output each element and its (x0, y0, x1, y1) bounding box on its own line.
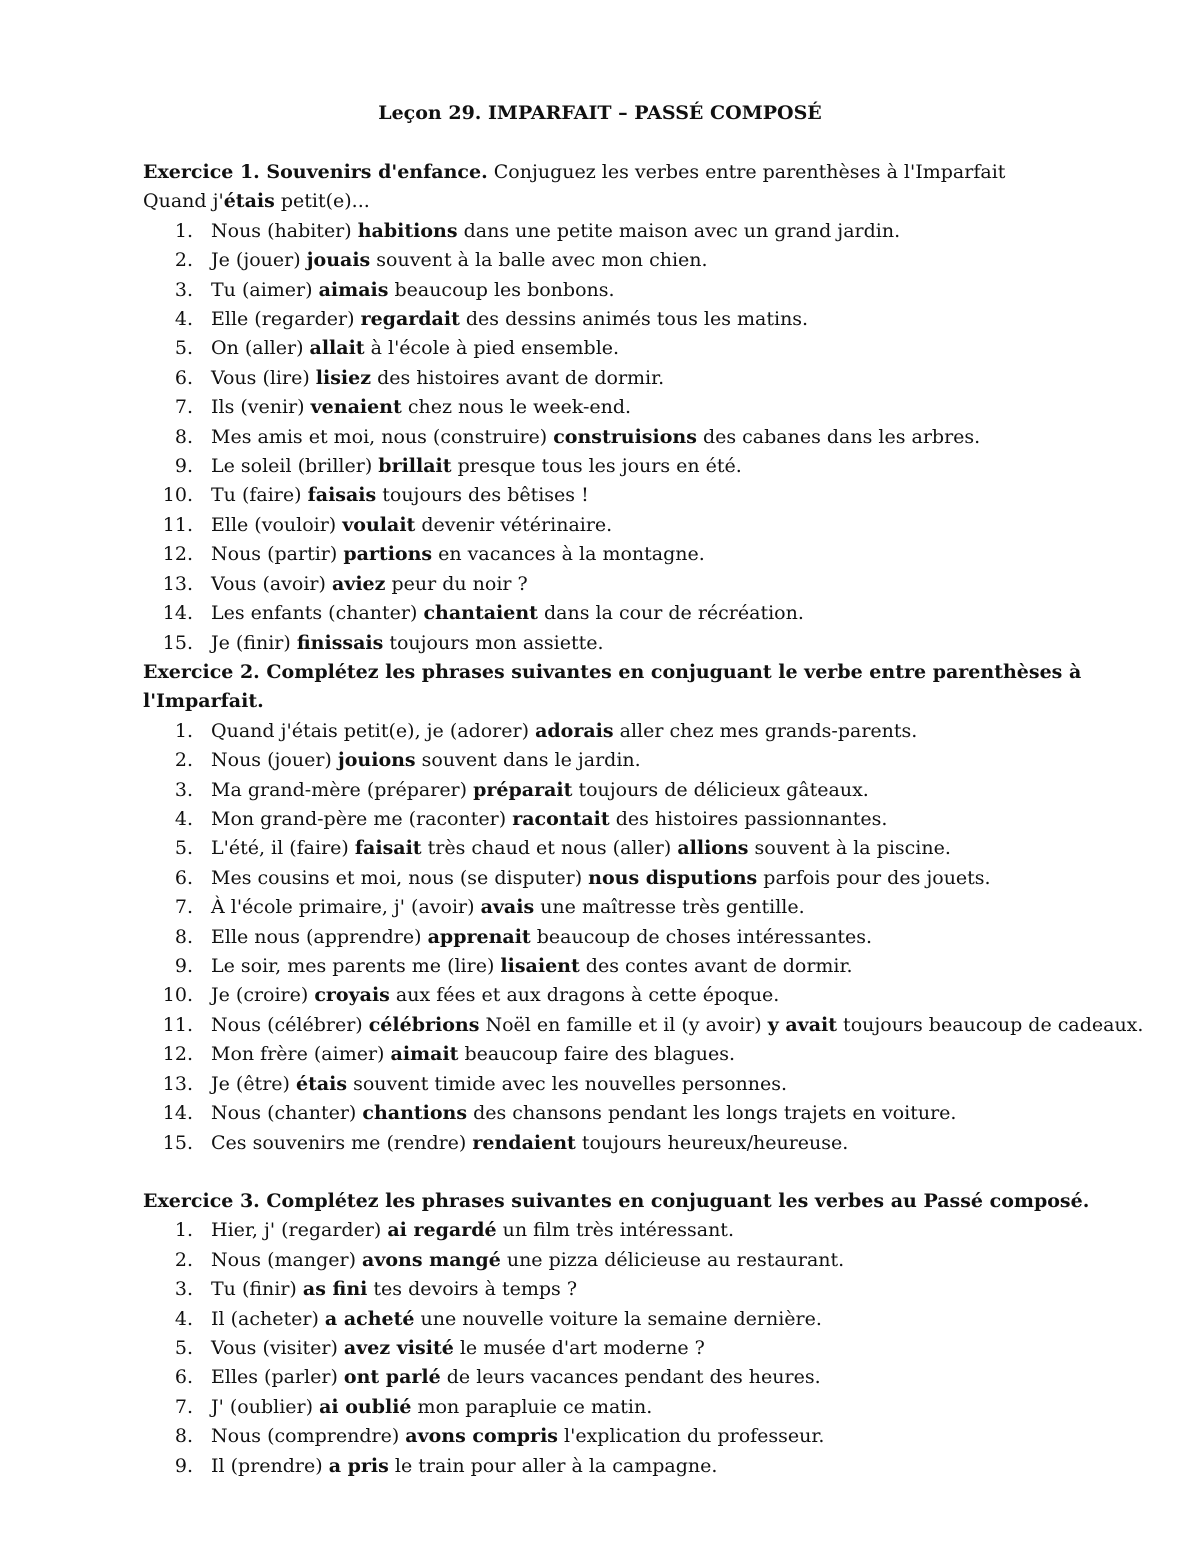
list-item (143, 276, 1133, 305)
list-item (143, 923, 1133, 952)
sentence-text: mon parapluie ce matin. (411, 1395, 653, 1418)
sentence-text: Mes amis et moi, nous (construire) (211, 425, 554, 448)
answer-text: rendaient (472, 1131, 576, 1154)
list-item (143, 540, 1133, 569)
answer-text: adorais (535, 719, 614, 742)
sentence-text: Vous (lire) (211, 366, 316, 389)
sentence-text: toujours mon assiette. (383, 631, 604, 654)
sentence-text: Nous (partir) (211, 543, 344, 566)
item-number: 7. (174, 396, 193, 419)
item-number: 2. (174, 249, 193, 272)
sentence-text: souvent dans le jardin. (415, 749, 641, 772)
sentence-text: Nous (célébrer) (211, 1013, 369, 1036)
answer-text: étais (223, 190, 275, 213)
answer-text: a pris (328, 1454, 389, 1477)
answer-text: allions (677, 837, 749, 860)
sentence-text: Conjuguez les verbes entre parenthèses à l'Imparfait (487, 161, 1006, 183)
sentence-text: chez nous le week-end. (401, 396, 632, 419)
list-item (143, 1216, 1133, 1245)
answer-text: avez visité (343, 1337, 454, 1360)
item-number: 2. (174, 749, 193, 772)
sentence-text: Je (croire) (211, 984, 315, 1007)
answer-text: construisions (553, 425, 697, 448)
list-item (143, 717, 1133, 746)
list-item (143, 952, 1133, 981)
sentence-text: aller chez mes grands-parents. (613, 719, 918, 742)
answer-text: lisaient (500, 955, 580, 978)
exercise-heading (143, 1187, 1133, 1216)
sentence-text: toujours beaucoup de cadeaux. (837, 1013, 1144, 1036)
list-item (143, 217, 1133, 246)
item-number: 7. (174, 1395, 193, 1418)
item-number: 14. (162, 602, 193, 625)
sentence-text: le musée d'art moderne ? (453, 1337, 705, 1360)
item-number: 6. (174, 366, 193, 389)
answer-text: a acheté (324, 1307, 415, 1330)
sentence-text: Ces souvenirs me (rendre) (211, 1131, 473, 1154)
item-number: 1. (174, 719, 193, 742)
sentence-text: J' (oublier) (211, 1395, 320, 1418)
item-number: 7. (174, 896, 193, 919)
item-number: 5. (174, 1337, 193, 1360)
list-item (143, 805, 1133, 834)
list-item (143, 334, 1133, 363)
item-number: 3. (174, 1278, 193, 1301)
sentence-text: Mon grand-père me (raconter) (211, 808, 513, 831)
sentence-text: peur du noir ? (385, 572, 528, 595)
sentence-text: Les enfants (chanter) (211, 602, 424, 625)
sentence-text: Tu (faire) (211, 484, 308, 507)
item-number: 5. (174, 837, 193, 860)
sentence-text: Ils (venir) (211, 396, 311, 419)
sentence-text: beaucoup de choses intéressantes. (530, 925, 873, 948)
item-number: 11. (162, 1013, 193, 1036)
sentence-text: des cabanes dans les arbres. (696, 425, 981, 448)
answer-text: as fini (302, 1278, 368, 1301)
list-item (143, 511, 1133, 540)
item-number: 15. (162, 1131, 193, 1154)
sentence-text: Vous (visiter) (211, 1337, 344, 1360)
document-title: Leçon 29. IMPARFAIT – PASSÉ COMPOSÉ (378, 102, 822, 124)
list-item (143, 1070, 1133, 1099)
sentence-text: Il (acheter) (211, 1307, 325, 1330)
sentence-text: Le soir, mes parents me (lire) (211, 955, 501, 978)
list-item (143, 570, 1133, 599)
sentence-text: tes devoirs à temps ? (367, 1278, 577, 1301)
item-number: 5. (174, 337, 193, 360)
answer-text: faisait (354, 837, 422, 860)
sentence-text: souvent timide avec les nouvelles personnes. (347, 1072, 788, 1095)
sentence-text: Elles (parler) (211, 1366, 344, 1389)
sentence-text: des histoires avant de dormir. (371, 366, 665, 389)
sentence-text: toujours des bêtises ! (376, 484, 589, 507)
sentence-text: Quand j' (143, 190, 224, 213)
sentence-text: de leurs vacances pendant des heures. (440, 1366, 821, 1389)
answer-text: avons mangé (362, 1248, 501, 1271)
sentence-text: Elle nous (apprendre) (211, 925, 428, 948)
sentence-text: Je (finir) (211, 631, 297, 654)
list-item (143, 1393, 1133, 1422)
exercise-list (143, 1216, 1133, 1481)
item-number: 2. (174, 1248, 193, 1271)
sentence-text: À l'école primaire, j' (avoir) (211, 896, 481, 919)
answer-text: apprenait (427, 925, 531, 948)
list-item (143, 629, 1133, 658)
sentence-text: un film très intéressant. (496, 1219, 734, 1242)
sentence-text: Hier, j' (regarder) (211, 1219, 388, 1242)
answer-text: ont parlé (343, 1366, 441, 1389)
list-item (143, 1275, 1133, 1304)
list-item (143, 423, 1133, 452)
sentence-text: une maîtresse très gentille. (534, 896, 805, 919)
exercise-heading (143, 658, 1133, 717)
sentence-text: devenir vétérinaire. (415, 513, 613, 536)
answer-text: racontait (512, 808, 610, 831)
answer-text: faisais (307, 484, 377, 507)
item-number: 8. (174, 1425, 193, 1448)
sentence-text: aux fées et aux dragons à cette époque. (389, 984, 780, 1007)
list-item (143, 246, 1133, 275)
list-item (143, 864, 1133, 893)
sentence-text: Noël en famille et il (y avoir) (479, 1013, 768, 1036)
exercise-heading (143, 158, 1133, 187)
sentence-text: toujours de délicieux gâteaux. (572, 778, 869, 801)
sentence-text: Je (jouer) (211, 249, 307, 272)
sentence-text: souvent à la balle avec mon chien. (370, 249, 708, 272)
sentence-text: dans une petite maison avec un grand jardin. (457, 219, 901, 242)
list-item (143, 776, 1133, 805)
sentence-text: Mon frère (aimer) (211, 1043, 391, 1066)
item-number: 6. (174, 1366, 193, 1389)
answer-text: allait (309, 337, 365, 360)
sentence-text: beaucoup faire des blagues. (458, 1043, 735, 1066)
sentence-text: des dessins animés tous les matins. (459, 308, 809, 331)
answer-text: jouais (306, 249, 371, 272)
sentence-text: Elle (vouloir) (211, 513, 343, 536)
item-number: 12. (162, 543, 193, 566)
sentence-text: Nous (jouer) (211, 749, 338, 772)
sentence-text: une pizza délicieuse au restaurant. (500, 1248, 845, 1271)
item-number: 6. (174, 866, 193, 889)
list-item (143, 1334, 1133, 1363)
list-item (143, 1246, 1133, 1275)
answer-text: aimais (318, 278, 389, 301)
item-number: 9. (174, 1454, 193, 1477)
answer-text: ai regardé (387, 1219, 497, 1242)
sentence-text: en vacances à la montagne. (432, 543, 705, 566)
sentence-text: des contes avant de dormir. (579, 955, 853, 978)
answer-text: avais (480, 896, 535, 919)
answer-text: avons compris (405, 1425, 558, 1448)
answer-text: croyais (314, 984, 390, 1007)
item-number: 13. (162, 1072, 193, 1095)
list-item (143, 1040, 1133, 1069)
answer-text: aimait (390, 1043, 459, 1066)
answer-text: préparait (473, 778, 573, 801)
answer-text: aviez (331, 572, 386, 595)
item-number: 3. (174, 278, 193, 301)
item-number: 4. (174, 308, 193, 331)
list-item (143, 1422, 1133, 1451)
item-number: 1. (174, 1219, 193, 1242)
item-number: 4. (174, 808, 193, 831)
exercise-2 (143, 658, 1144, 1158)
list-item (143, 452, 1133, 481)
sentence-text: Le soleil (briller) (211, 455, 379, 478)
sentence-text: presque tous les jours en été. (451, 455, 742, 478)
answer-text: venaient (310, 396, 402, 419)
exercise-1 (143, 158, 1133, 658)
list-item (143, 481, 1133, 510)
sentence-text: souvent à la piscine. (748, 837, 951, 860)
answer-text: partions (343, 543, 433, 566)
sentence-text: Quand j'étais petit(e), je (adorer) (211, 719, 536, 742)
answer-text: brillait (378, 455, 452, 478)
answer-text: lisiez (315, 366, 372, 389)
list-item (143, 1099, 1133, 1128)
sentence-text: Elle (regarder) (211, 308, 361, 331)
sentence-text: L'été, il (faire) (211, 837, 355, 860)
list-item (143, 1363, 1133, 1392)
answer-text: chantaient (423, 602, 538, 625)
list-item (143, 364, 1133, 393)
list-item (143, 981, 1133, 1010)
sentence-text: Ma grand-mère (préparer) (211, 778, 474, 801)
sentence-text: Mes cousins et moi, nous (se disputer) (211, 866, 589, 889)
sentence-text: à l'école à pied ensemble. (364, 337, 620, 360)
answer-text: habitions (357, 219, 458, 242)
sentence-text: parfois pour des jouets. (757, 866, 991, 889)
sentence-text: beaucoup les bonbons. (388, 278, 615, 301)
answer-text: jouions (337, 749, 416, 772)
sentence-text: Nous (manger) (211, 1248, 363, 1271)
item-number: 9. (174, 955, 193, 978)
sentence-text: dans la cour de récréation. (537, 602, 804, 625)
item-number: 8. (174, 425, 193, 448)
answer-text: finissais (296, 631, 384, 654)
answer-text: Exercice 3. Complétez les phrases suivantes en conjuguant les verbes au Passé composé. (143, 1190, 1090, 1212)
sentence-text: l'explication du professeur. (558, 1425, 825, 1448)
answer-text: ai oublié (319, 1395, 412, 1418)
answer-text: célébrions (368, 1013, 480, 1036)
item-number: 12. (162, 1043, 193, 1066)
item-number: 13. (162, 572, 193, 595)
sentence-text: toujours heureux/heureuse. (575, 1131, 849, 1154)
exercise-list (143, 717, 1144, 1158)
item-number: 10. (162, 484, 193, 507)
sentence-text: Il (prendre) (211, 1454, 329, 1477)
answer-text: voulait (342, 513, 416, 536)
sentence-text: le train pour aller à la campagne. (388, 1454, 718, 1477)
item-number: 11. (162, 513, 193, 536)
answer-text: regardait (360, 308, 460, 331)
sentence-text: une nouvelle voiture la semaine dernière. (414, 1307, 822, 1330)
item-number: 14. (162, 1102, 193, 1125)
sentence-text: Je (être) (211, 1072, 296, 1095)
list-item (143, 1452, 1133, 1481)
sentence-text: Nous (habiter) (211, 219, 358, 242)
list-item (143, 393, 1133, 422)
sentence-text: Tu (aimer) (211, 278, 319, 301)
answer-text: étais (295, 1072, 348, 1095)
exercise-list (143, 217, 1133, 658)
item-number: 10. (162, 984, 193, 1007)
list-item (143, 1305, 1133, 1334)
item-number: 9. (174, 455, 193, 478)
sentence-text: Vous (avoir) (211, 572, 332, 595)
exercise-3 (143, 1187, 1133, 1481)
sentence-text: Nous (chanter) (211, 1102, 363, 1125)
answer-text: chantions (362, 1102, 468, 1125)
sentence-text: petit(e)... (274, 190, 370, 213)
answer-text: Exercice 1. Souvenirs d'enfance. (143, 161, 488, 183)
sentence-text: Nous (comprendre) (211, 1425, 406, 1448)
sentence-text: des histoires passionnantes. (609, 808, 888, 831)
answer-text: Exercice 2. Complétez les phrases suivantes en conjuguant le verbe entre parenthèses à l'Imparfait. (143, 661, 1082, 713)
list-item (143, 893, 1133, 922)
sentence-text: des chansons pendant les longs trajets en voiture. (467, 1102, 957, 1125)
list-item (143, 834, 1133, 863)
item-number: 15. (162, 631, 193, 654)
list-item (143, 1129, 1133, 1158)
sentence-text: On (aller) (211, 337, 310, 360)
item-number: 4. (174, 1307, 193, 1330)
item-number: 8. (174, 925, 193, 948)
list-item (143, 305, 1133, 334)
sentence-text: Tu (finir) (211, 1278, 303, 1301)
list-item (143, 746, 1133, 775)
item-number: 3. (174, 778, 193, 801)
answer-text: y avait (767, 1013, 838, 1036)
answer-text: nous disputions (588, 866, 758, 889)
list-item (143, 1011, 1144, 1040)
item-number: 1. (174, 219, 193, 242)
list-item (143, 599, 1133, 628)
exercise-intro (143, 187, 1133, 216)
sentence-text: très chaud et nous (aller) (421, 837, 678, 860)
